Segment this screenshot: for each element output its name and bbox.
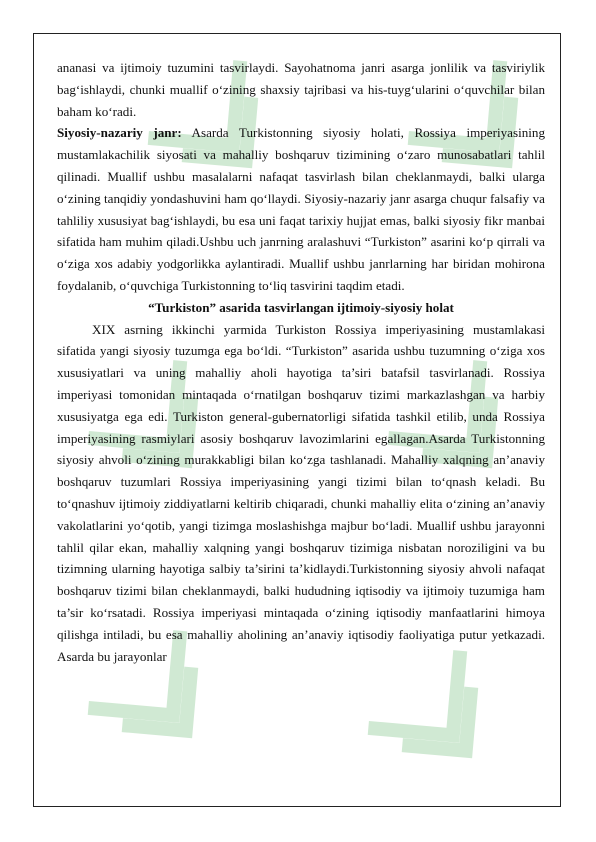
genre-label: Siyosiy-nazariy janr:: [57, 125, 182, 141]
document-body: [57, 57, 545, 667]
genre-text: Asarda Turkistonning siyosiy holati, Rossiya imperiyasining mustamlakachilik siyosati va mahalliy boshqaruv tizimining o‘zaro munosabatlari tahlil qilinadi. Muallif ushbu masalalarni nafaqat tasvirlash bilan cheklanmaydi, balki ularga o‘zining tanqidiy yondashuvini ham qo‘llaydi. Siyosiy-nazariy janr asarga chuqur falsafiy va tahliliy xususiyat bag‘ishlaydi, bu esa uni faqat tarixiy hujjat emas, balki siyosiy fikr manbai sifatida ham muhim qiladi.Ushbu uch janrning aralashuvi “Turkiston” asarini ko‘p qirrali va o‘ziga xos adabiy yodgorlikka aylantiradi. Muallif ushbu janrlarning har biridan mohirona foydalanib, o‘quvchiga Turkistonning to‘liq tasvirini taqdim etadi.: [57, 125, 545, 293]
section-heading: “Turkiston” asarida tasvirlangan ijtimoiy-siyosiy holat: [148, 299, 454, 315]
paragraph-political-situation: XIX asrning ikkinchi yarmida Turkiston Rossiya imperiyasining mustamlakasi sifatida yangi siyosiy tuzumga ega bo‘ldi. “Turkiston” asarida ushbu tuzumning o‘ziga xos xususiyatlari va uning mahalliy aholi hayotiga ta’siri batafsil tasvirlanadi. Rossiya imperiyasi tomonidan mintaqada o‘rnatilgan boshqaruv tizimi markazlashgan va harbiy xususiyatga ega edi. Turkiston general-gubernatorligi sifatida tashkil etilib, unda Rossiya imperiyasining rasmiylari asosiy boshqaruv lavozimlarini egallagan.Asarda Turkistonning siyosiy ahvoli o‘zining murakkabligi bilan ko‘zga tashlanadi. Mahalliy xalqning an’anaviy boshqaruv tuzumlari Rossiya imperiyasining yangi tizimi bilan to‘qnash keladi. Bu to‘qnashuv ijtimoiy ziddiyatlarni keltirib chiqaradi, chunki mahalliy elita o‘zining an’anaviy vakolatlarini yo‘qotib, yangi tizimga moslashishga majbur bo‘ladi. Muallif ushbu jarayonni tahlil qilar ekan, mahalliy xalqning yangi boshqaruv tizimiga nisbatan noroziligini va bu tizimning ularning hayotiga salbiy ta’sirini ta’kidlaydi.Turkistonning siyosiy ahvoli nafaqat boshqaruv tizimi bilan cheklanmaydi, balki hududning iqtisodiy va ijtimoiy tuzumiga ham ta’sir ko‘rsatadi. Rossiya imperiyasi mintaqada o‘zining iqtisodiy manfaatlarini himoya qilishga intiladi, bu esa mahalliy aholining an’anaviy iqtisodiy faoliyatiga putur yetkazadi. Asarda bu jarayonlar: [57, 321, 545, 664]
paragraph-siyosiy-nazariy: [57, 122, 545, 296]
paragraph-intro: ananasi va ijtimoiy tuzumini tasvirlaydi. Sayohatnoma janri asarga jonlilik va tasviriylik bag‘ishlaydi, chunki muallif o‘zining shaxsiy tajribasi va his-tuyg‘ularini o‘quvchilar bilan baham ko‘radi.: [57, 60, 545, 119]
